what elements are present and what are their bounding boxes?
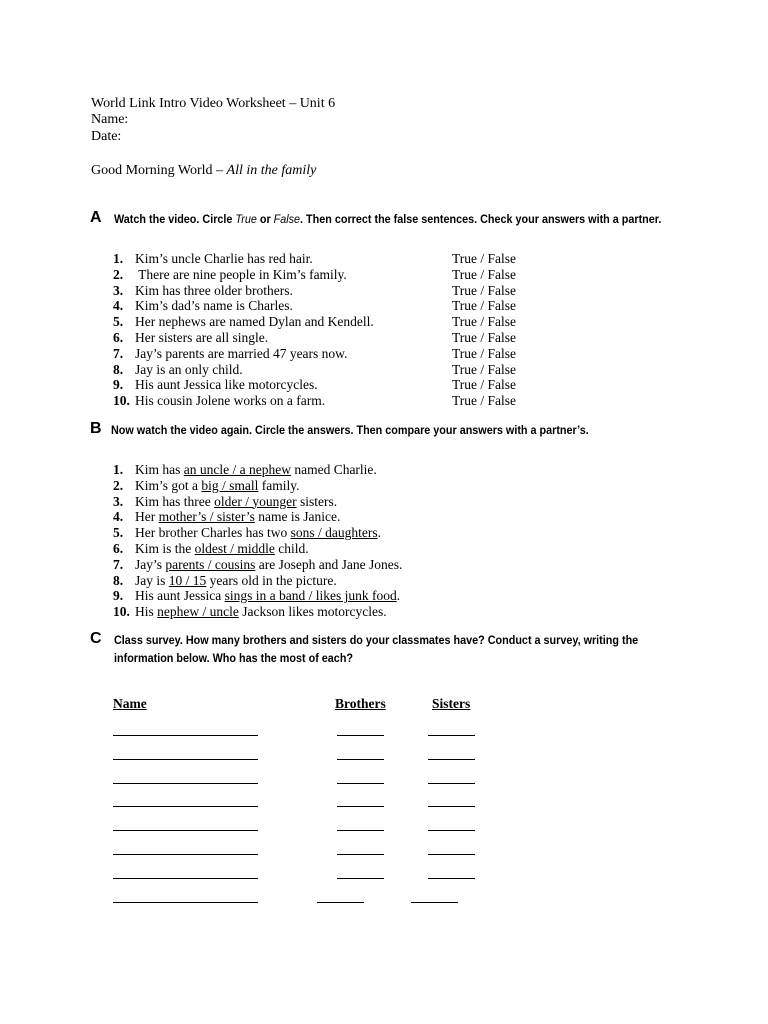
section-b-item-options[interactable]: an uncle / a nephew: [183, 462, 291, 477]
section-c-instruction-line2: information below. Who has the most of each?: [114, 651, 354, 665]
survey-brothers-blank[interactable]: [337, 830, 384, 831]
section-b-item-options[interactable]: parents / cousins: [165, 556, 256, 572]
section-a-item-number: 3.: [113, 282, 124, 298]
section-a-item-number: 2.: [113, 266, 124, 282]
section-a-item-number: 4.: [113, 298, 124, 314]
worksheet-title: World Link Intro Video Worksheet – Unit 6: [91, 96, 336, 111]
section-b-item-number: 6.: [113, 541, 124, 556]
section-b-item: [113, 557, 402, 573]
survey-sisters-blank[interactable]: [428, 806, 475, 807]
section-b-item-options[interactable]: older / younger: [214, 493, 297, 509]
section-b-item-post: family.: [258, 477, 300, 493]
section-a-item-text: His cousin Jolene works on a farm.: [135, 393, 326, 409]
survey-col-name: Name: [113, 696, 147, 711]
survey-name-blank[interactable]: [113, 783, 258, 784]
section-a-item-text: Kim’s uncle Charlie has red hair.: [135, 251, 313, 266]
section-a-inst-part2: or: [256, 212, 274, 226]
section-a-item-number: 10.: [113, 393, 130, 409]
video-title-main: Good Morning World –: [91, 163, 227, 178]
section-b-item-number: 10.: [113, 604, 130, 620]
section-b-item-post: Jackson likes motorcycles.: [238, 604, 387, 620]
section-a-item: [113, 330, 268, 346]
survey-brothers-blank[interactable]: [337, 854, 384, 855]
section-a-inst-part3: . Then correct the false sentences. Check your answers with a partner.: [300, 212, 662, 226]
true-false-choice[interactable]: True / False: [452, 393, 517, 409]
survey-brothers-blank[interactable]: [337, 783, 384, 784]
true-false-choice[interactable]: True / False: [452, 298, 517, 314]
survey-brothers-blank[interactable]: [337, 759, 384, 760]
section-a-item-text: Jay’s parents are married 47 years now.: [135, 345, 348, 361]
section-b-instruction: Now watch the video again. Circle the answers. Then compare your answers with a partner’s.: [111, 423, 589, 437]
survey-sisters-blank[interactable]: [411, 902, 458, 903]
true-false-choice[interactable]: True / False: [452, 330, 517, 345]
section-b-item-options[interactable]: big / small: [201, 477, 259, 493]
section-b-item-number: 7.: [113, 556, 124, 572]
section-a-item: [113, 362, 243, 378]
survey-name-blank[interactable]: [113, 735, 258, 736]
section-a-item: [113, 267, 347, 283]
survey-name-blank[interactable]: [113, 902, 258, 903]
section-a-inst-true: True: [235, 212, 257, 226]
section-a-item: [113, 251, 313, 267]
section-a-item-number: 6.: [113, 330, 124, 345]
survey-col-brothers: Brothers: [335, 696, 386, 711]
section-a-item-number: 8.: [113, 361, 124, 377]
section-b-letter: B: [90, 420, 102, 437]
section-a-inst-part1: Watch the video. Circle: [114, 212, 236, 226]
section-b-item-post: child.: [274, 541, 309, 556]
survey-name-blank[interactable]: [113, 854, 258, 855]
survey-brothers-blank[interactable]: [337, 806, 384, 807]
true-false-choice[interactable]: True / False: [452, 266, 517, 282]
section-a-item-number: 9.: [113, 377, 124, 393]
section-b-item-pre: Kim’s got a: [135, 477, 202, 493]
section-b-item-pre: His: [135, 604, 158, 620]
true-false-choice[interactable]: True / False: [452, 282, 517, 298]
section-a-instruction: [114, 212, 661, 226]
section-b-item-post: .: [396, 588, 401, 604]
true-false-choice[interactable]: True / False: [452, 377, 517, 393]
survey-name-blank[interactable]: [113, 878, 258, 879]
survey-sisters-blank[interactable]: [428, 854, 475, 855]
section-b-item-pre: Jay’s: [135, 556, 166, 572]
section-a-item: [113, 346, 347, 362]
section-b-item: [113, 478, 300, 494]
section-b-item: [113, 462, 377, 478]
section-b-item: [113, 494, 337, 510]
section-b-item-number: 1.: [113, 462, 124, 477]
section-a-item-text: Her sisters are all single.: [135, 330, 269, 345]
section-b-item-number: 4.: [113, 509, 124, 525]
section-b-item-options[interactable]: 10 / 15: [168, 572, 207, 588]
section-a-item-number: 7.: [113, 345, 124, 361]
survey-sisters-blank[interactable]: [428, 830, 475, 831]
video-title-italic: All in the family: [226, 163, 317, 178]
section-b-item-number: 2.: [113, 477, 124, 493]
section-b-item: [113, 525, 381, 541]
section-a-item-text: Kim’s dad’s name is Charles.: [135, 298, 293, 314]
section-b-item-pre: Jay is: [135, 572, 169, 588]
survey-sisters-blank[interactable]: [428, 759, 475, 760]
section-b-item-post: named Charlie.: [290, 462, 377, 477]
true-false-choice[interactable]: True / False: [452, 314, 517, 330]
section-b-item-options[interactable]: sons / daughters: [290, 525, 378, 541]
section-b-item-pre: Her: [135, 509, 159, 525]
true-false-choice[interactable]: True / False: [452, 361, 517, 377]
section-a-item: [113, 314, 374, 330]
section-b-item-post: .: [377, 525, 381, 541]
section-a-item-text: Kim has three older brothers.: [135, 282, 293, 298]
survey-name-blank[interactable]: [113, 806, 258, 807]
section-b-item-options[interactable]: sings in a band / likes junk food: [224, 588, 397, 604]
section-a-inst-false: False: [273, 212, 301, 226]
section-a-item-text: Her nephews are named Dylan and Kendell.: [135, 314, 374, 330]
section-c-letter: C: [90, 630, 102, 647]
section-b-item-pre: Kim is the: [135, 541, 195, 556]
section-b-item-number: 8.: [113, 572, 124, 588]
survey-brothers-blank[interactable]: [337, 878, 384, 879]
survey-sisters-blank[interactable]: [428, 735, 475, 736]
section-b-item: [113, 509, 340, 525]
name-label: Name:: [91, 112, 129, 127]
section-b-item-options[interactable]: oldest / middle: [194, 541, 275, 556]
section-b-item: [113, 573, 337, 589]
section-a-item: [113, 283, 293, 299]
date-label: Date:: [91, 129, 122, 144]
survey-sisters-blank[interactable]: [428, 783, 475, 784]
true-false-choice[interactable]: True / False: [452, 345, 517, 361]
section-b-item-post: are Joseph and Jane Jones.: [255, 556, 403, 572]
section-b-item-pre: Kim has three: [135, 493, 215, 509]
section-b-item-post: sisters.: [296, 493, 338, 509]
section-a-item-number: 1.: [113, 251, 124, 266]
section-a-letter: A: [90, 209, 102, 226]
section-b-item-pre: Kim has: [135, 462, 184, 477]
section-b-item-number: 5.: [113, 525, 124, 541]
section-b-item-pre: His aunt Jessica: [135, 588, 225, 604]
section-b-item-number: 9.: [113, 588, 124, 604]
section-a-item-text: His aunt Jessica like motorcycles.: [135, 377, 318, 393]
true-false-choice[interactable]: True / False: [452, 251, 517, 266]
section-b-item: [113, 541, 309, 557]
section-a-item: [113, 377, 318, 393]
survey-brothers-blank[interactable]: [317, 902, 364, 903]
section-a-item: [113, 393, 325, 409]
section-b-item-pre: Her brother Charles has two: [135, 525, 291, 541]
section-b-item: [113, 588, 400, 604]
survey-brothers-blank[interactable]: [337, 735, 384, 736]
section-a-item-number: 5.: [113, 314, 124, 330]
section-b-item-number: 3.: [113, 493, 124, 509]
section-b-item: [113, 604, 387, 620]
survey-name-blank[interactable]: [113, 830, 258, 831]
section-a-item-text: There are nine people in Kim’s family.: [135, 266, 347, 282]
survey-sisters-blank[interactable]: [428, 878, 475, 879]
section-c-instruction-line1: Class survey. How many brothers and sisters do your classmates have? Conduct a survey, writing the: [114, 633, 639, 647]
section-b-item-post: name is Janice.: [254, 509, 341, 525]
survey-name-blank[interactable]: [113, 759, 258, 760]
survey-col-sisters: Sisters: [432, 696, 471, 711]
section-a-item: [113, 298, 293, 314]
section-b-item-options[interactable]: nephew / uncle: [157, 604, 239, 620]
section-b-item-post: years old in the picture.: [206, 572, 337, 588]
video-title: [91, 162, 316, 179]
section-a-item-text: Jay is an only child.: [135, 361, 243, 377]
section-b-item-options[interactable]: mother’s / sister’s: [158, 509, 255, 525]
